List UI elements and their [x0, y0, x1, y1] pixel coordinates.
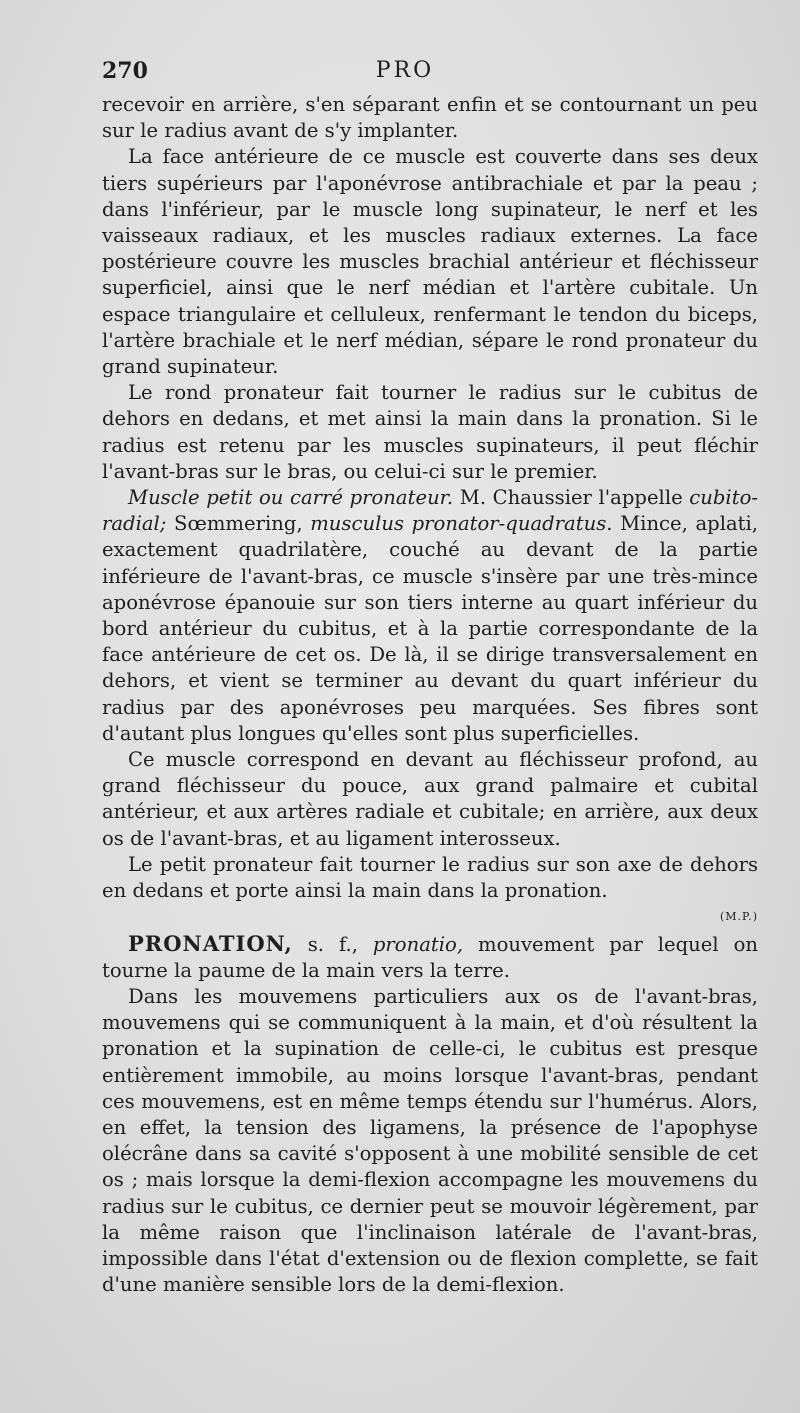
text-span: M. Chaussier l'appelle: [453, 486, 690, 510]
latin-name: musculus pronator-quadratus.: [310, 512, 613, 536]
entry-pronation: [102, 931, 758, 984]
paragraph-petit-pronateur-action: Le petit pronateur fait tourner le radius sur son axe de dehors en dedans et porte ainsi la main dans la pronation.: [102, 852, 758, 903]
text-span: s. f.,: [292, 932, 373, 956]
author-signature: (M.P.): [719, 910, 758, 924]
entry-headword: PRONATION,: [128, 930, 293, 956]
paragraph-forearm-movements: Dans les mouvemens particuliers aux os de l'avant-bras, mouvemens qui se communiquent à la main, et d'où résultent la pronation et la supination de celle-ci, le cubitus est presque entièrement immobile, au moins lorsque l'avant-bras, pendant ces mouvemens, est en même temps étendu sur l'humérus. Alors, en effet, la tension des ligamens, la présence de l'apophyse olécrâne dans sa cavité s'opposent à une mobilité sensible de cet os ; mais lorsque la demi-flexion accompagne les mouvemens du radius sur le cubitus, ce dernier peut se mouvoir légèrement, par la même raison que l'inclinaison latérale de l'avant-bras, impossible dans l'état d'extension ou de flexion complette, se fait d'une manière sensible lors de la demi-flexion.: [102, 984, 758, 1297]
paragraph-relations: Ce muscle correspond en devant au fléchisseur profond, au grand fléchisseur du pouce, aux grand palmaire et cubital antérieur, et aux artères radiale et cubitale; en arrière, aux deux os de l'avant-bras, et au ligament interosseux.: [102, 748, 758, 850]
text-span: Sœmmering,: [166, 512, 311, 536]
body-text: [102, 92, 758, 1298]
chaussier-name: cubito-radial;: [102, 486, 758, 536]
paragraph-continuation: recevoir en arrière, s'en séparant enfin et se contournant un peu sur le radius avant de s'y implanter.: [102, 93, 758, 143]
paragraph-carre-pronateur: [102, 485, 758, 747]
text-span: mouvement par lequel on tourne la paume de la main vers la terre.: [102, 932, 758, 982]
page-number: 270: [102, 58, 148, 84]
section-title: Muscle petit ou carré pronateur.: [128, 486, 454, 510]
text-span: Mince, aplati, exactement quadrilatère, couché au devant de la partie inférieure de l'avant-bras, ce muscle s'insère par une très-mince aponévrose épanouie sur son tiers interne au quart inférieur du bord antérieur du cubitus, et à la partie correspondante de la face antérieure de cet os. De là, il se dirige transversalement en dehors, et vient se terminer au devant du quart inférieur du radius par des aponévroses peu marquées. Ses fibres sont d'autant plus longues qu'elles sont plus superficielles.: [102, 512, 759, 745]
latin-term: pronatio,: [372, 932, 464, 956]
page-header: [102, 58, 708, 92]
paragraph-anterior-face: La face antérieure de ce muscle est couverte dans ses deux tiers supérieurs par l'aponévrose antibrachiale et par la peau ; dans l'inférieur, par le muscle long supinateur, le nerf et les vaisseaux radiaux, et les muscles radiaux externes. La face postérieure couvre les muscles brachial antérieur et fléchisseur superficiel, ainsi que le nerf médian et l'artère cubitale. Un espace triangulaire et celluleux, renfermant le tendon du biceps, l'artère brachiale et le nerf médian, sépare le rond pronateur du grand supinateur.: [102, 145, 758, 379]
page-bottom-margin: [0, 1290, 800, 1413]
paragraph-rond-pronateur-action: Le rond pronateur fait tourner le radius sur le cubitus de dehors en dedans, et met ainsi la main dans la pronation. Si le radius est retenu par les muscles supinateurs, il peut fléchir l'avant-bras sur le bras, ou celui-ci sur le premier.: [102, 381, 758, 483]
running-head: PRO: [375, 58, 435, 83]
